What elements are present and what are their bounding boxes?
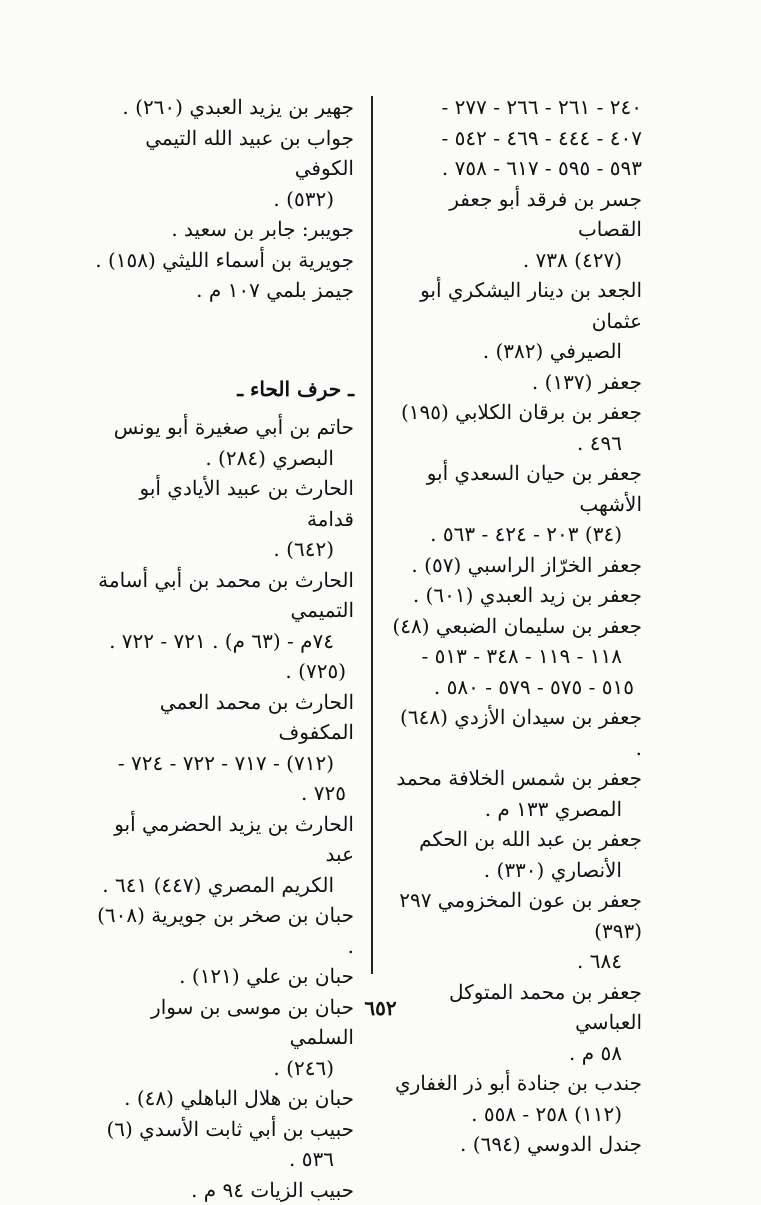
index-entry [92, 245, 354, 276]
entry-continuation: ٧٤م - (٦٣ م) . ٧٢١ - ٧٢٢ . [92, 626, 354, 657]
index-entry [92, 214, 354, 245]
entry-continuation: البصري (٢٨٤) . [92, 443, 354, 474]
index-entry [92, 565, 354, 657]
column-divider [371, 96, 373, 974]
index-entry [92, 1114, 354, 1175]
index-entry [92, 473, 354, 565]
index-entry [392, 550, 642, 581]
index-entry [392, 977, 642, 1069]
index-entry [92, 900, 354, 961]
entry-continuation: المصري ١٣٣ م . [392, 794, 642, 825]
index-entry [92, 275, 354, 306]
index-entry [92, 92, 354, 123]
index-entry [92, 961, 354, 992]
entry-continuation: (٤٢٧) ٧٣٨ . [392, 245, 642, 276]
entry-text: حبان بن هلال الباهلي (٤٨) . [124, 1086, 354, 1110]
entry-text: الحارث بن عبيد الأيادي أبو قدامة [139, 476, 354, 531]
entry-text: جندل الدوسي (٦٩٤) . [460, 1132, 642, 1156]
entry-text: ٤٠٧ - ٤٤٤ - ٤٦٩ - ٥٤٢ - [441, 126, 642, 150]
entry-text: الحارث بن يزيد الحضرمي أبو عبد [114, 812, 354, 867]
entry-text: جويرية بن أسماء الليثي (١٥٨) . [95, 248, 354, 272]
index-entry [92, 687, 354, 779]
entry-continuation: (٢٤٦) . [92, 1053, 354, 1084]
index-entry [392, 153, 642, 184]
entry-continuation: ٥٨ م . [392, 1038, 642, 1069]
entry-text: حبان بن صخر بن جويرية (٦٠٨) . [97, 903, 354, 958]
index-entry [92, 412, 354, 473]
entry-text: حاتم بن أبي صغيرة أبو يونس [114, 415, 354, 439]
entry-continuation: ٥٣٦ . [92, 1144, 354, 1175]
entry-text: حبيب الزيات ٩٤ م . [191, 1178, 354, 1202]
entry-text: جعفر بن حيان السعدي أبو الأشهب [427, 461, 642, 516]
index-entry [92, 809, 354, 901]
entry-continuation: (٥٣٢) . [92, 184, 354, 215]
entry-text: ٧٢٥ . [301, 781, 346, 805]
index-entry [392, 123, 642, 154]
entry-text: ٥٩٣ - ٥٩٥ - ٦١٧ - ٧٥٨ . [442, 156, 642, 180]
entry-text: جويبر: جابر بن سعيد . [171, 217, 354, 241]
entry-text: (٧٢٥) . [285, 659, 346, 683]
index-entry [92, 656, 354, 687]
index-entry [392, 367, 642, 398]
index-entry [392, 1129, 642, 1160]
entry-text: ٥١٥ - ٥٧٥ - ٥٧٩ - ٥٨٠ . [434, 675, 634, 699]
entry-continuation: (٣٤) ٢٠٣ - ٤٢٤ - ٥٦٣ . [392, 519, 642, 550]
entry-text: جيمز بلمي ١٠٧ م . [196, 278, 354, 302]
index-entry [392, 458, 642, 550]
index-entry [392, 611, 642, 672]
index-entry [392, 397, 642, 458]
entry-text: جعفر (١٣٧) . [532, 370, 642, 394]
index-entry [92, 123, 354, 215]
entry-text: الحارث بن محمد بن أبي أسامة التميمي [98, 568, 354, 623]
index-entry [392, 92, 642, 123]
entry-text: جعفر بن زيد العبدي (٦٠١) . [413, 583, 642, 607]
page-number: ٦٥٢ [0, 996, 761, 1020]
section-gap [92, 306, 354, 370]
left-column-entries-ha [92, 412, 354, 1205]
entry-text: الحارث بن محمد العمي المكفوف [160, 690, 354, 745]
entry-text: جندب بن جنادة أبو ذر الغفاري [395, 1071, 642, 1095]
entry-text: حبان بن علي (١٢١) . [179, 964, 354, 988]
entry-text: جعفر بن شمس الخلافة محمد [396, 766, 642, 790]
entry-continuation: الكريم المصري (٤٤٧) ٦٤١ . [92, 870, 354, 901]
entry-continuation: ١١٨ - ١١٩ - ٣٤٨ - ٥١٣ - [392, 641, 642, 672]
left-column-entries-jim [92, 92, 354, 306]
index-entry [92, 778, 354, 809]
entry-text: الجعد بن دينار اليشكري أبو عثمان [420, 278, 642, 333]
entry-continuation: (١١٢) ٢٥٨ - ٥٥٨ . [392, 1099, 642, 1130]
entry-text: جواب بن عبيد الله التيمي الكوفي [145, 126, 354, 181]
entry-continuation: ٦٨٤ . [392, 946, 642, 977]
index-entry [392, 885, 642, 977]
index-entry [392, 702, 642, 763]
entry-text: حبان بن موسى بن سوار السلمي [151, 995, 354, 1050]
entry-text: جعفر بن سليمان الضبعي (٤٨) [392, 614, 642, 638]
entry-text: جهير بن يزيد العبدي (٢٦٠) . [122, 95, 354, 119]
entry-continuation: (٦٤٢) . [92, 534, 354, 565]
index-entry [392, 184, 642, 276]
index-entry [392, 672, 642, 703]
index-entry [92, 1083, 354, 1114]
entry-continuation: الأنصاري (٣٣٠) . [392, 855, 642, 886]
entry-text: جسر بن فرقد أبو جعفر القصاب [449, 187, 642, 242]
entry-text: ٢٤٠ - ٢٦١ - ٢٦٦ - ٢٧٧ - [441, 95, 642, 119]
entry-continuation: ٤٩٦ . [392, 428, 642, 459]
entry-text: جعفر بن برقان الكلابي (١٩٥) [401, 400, 642, 424]
entry-text: جعفر بن سيدان الأزدي (٦٤٨) . [400, 705, 642, 760]
entry-continuation: الصيرفي (٣٨٢) . [392, 336, 642, 367]
index-entry [392, 763, 642, 824]
index-entry [392, 275, 642, 367]
left-column [92, 92, 354, 1205]
index-entry [92, 1175, 354, 1205]
entry-text: جعفر بن عبد الله بن الحكم [419, 827, 642, 851]
entry-continuation: (٧١٢) - ٧١٧ - ٧٢٢ - ٧٢٤ - [92, 748, 354, 779]
entry-text: جعفر بن محمد المتوكل العباسي [449, 980, 642, 1035]
entry-text: جعفر بن عون المخزومي ٢٩٧ (٣٩٣) [399, 888, 642, 943]
entry-text: حبيب بن أبي ثابت الأسدي (٦) [106, 1117, 354, 1141]
section-heading: ـ حرف الحاء ـ [92, 374, 354, 405]
index-entry [392, 824, 642, 885]
index-entry [392, 580, 642, 611]
index-entry [392, 1068, 642, 1129]
entry-text: جعفر الخرّاز الراسبي (٥٧) . [411, 553, 642, 577]
